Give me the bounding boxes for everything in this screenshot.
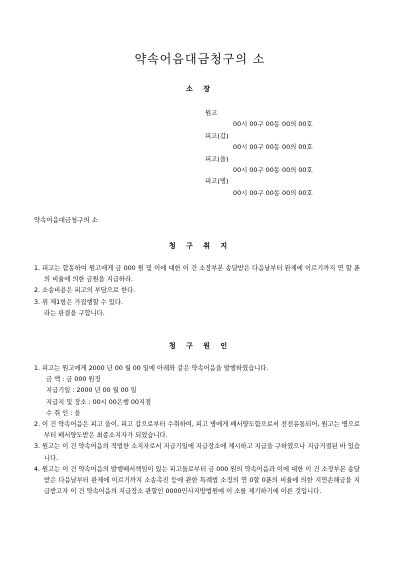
complaint-heading: 소 장 bbox=[186, 85, 214, 93]
claim-purpose-item: 3. 위 제1항은 가집행할 수 있다. bbox=[34, 298, 123, 306]
party-role: 피고(갑) bbox=[205, 131, 229, 140]
parties-list bbox=[205, 108, 313, 199]
claim-cause-item: 3. 원고는 이 건 약속어음의 적법한 소지자로서 지급기일에 지급장소에 제시하고 지급을 구하였으나 지급거절된 바 있습니다. bbox=[34, 443, 361, 462]
claim-cause-item: 4. 원고는 이 건 약속어음의 발행배서책임이 있는 피고들로부터 금 000 원의 약속어음과 이에 대한 이 건 소장부본 송달받은 다음날부터 완제에 이르기까지 소송촉진 등에 관한 특례법 소정의 연 0할 0푼의 비율에 의한 지연손해금을 지급받고자 이 건 약속어음의 지급장소 관할인 0000민사지방법원에 이 소를 제기하기에 이른 것입니다. bbox=[34, 465, 360, 496]
note-payee: 수 취 인 : 을 bbox=[46, 409, 81, 417]
note-due-date: 지급기일 : 2000 년 00 월 00 일 bbox=[46, 387, 137, 395]
claim-purpose-closing: 라는 판결을 구합니다. bbox=[44, 309, 105, 317]
note-amount: 금 액 : 금 000 원정 bbox=[46, 376, 101, 384]
case-name: 약속어음대금청구의 소 bbox=[34, 216, 98, 224]
party-address: 00시 00구 00동 00의 00호 bbox=[233, 188, 313, 197]
claim-purpose-item: 1. 피고는 합동하여 원고에게 금 000 원 및 이에 대한 이 건 소장부본 송달받은 다음날부터 완제에 이르기까지 연 할 푼의 비율에 의한 금원을 지급하라. bbox=[34, 265, 360, 284]
note-payment-place: 지급지 및 장소 : 00시 00은행 00지점 bbox=[46, 398, 152, 406]
claim-purpose-body bbox=[34, 263, 360, 319]
party-address: 00시 00구 00동 00의 00호 bbox=[233, 166, 313, 175]
claim-cause-item: 1. 피고는 원고에게 2000 년 00 월 00 일에 아래와 같은 약속어음을 발행하였습니다. bbox=[34, 365, 269, 372]
party-role: 원고 bbox=[205, 109, 218, 117]
party-address: 00시 00구 00동 00의 00호 bbox=[233, 143, 313, 152]
party-address: 00시 00구 00동 00의 00호 bbox=[233, 120, 313, 129]
claim-cause-heading: 청 구 원 인 bbox=[168, 342, 232, 350]
promissory-note-details bbox=[34, 374, 360, 419]
document-title: 약속어음대금청구의 소 bbox=[134, 52, 266, 66]
claim-purpose-heading: 청 구 취 지 bbox=[168, 242, 232, 250]
party-role: 피고(병) bbox=[205, 177, 229, 186]
claim-purpose-item: 2. 소송비용은 피고의 부담으로 한다. bbox=[34, 287, 136, 295]
party-role: 피고(을) bbox=[205, 154, 229, 163]
claim-cause-item: 2. 이 건 약속어음은 피고 을이, 피고 갑으로부터 수취하여, 피고 병에게 배서양도함으로서 전전유통되어, 원고는 병으로부터 배서양도받은 최종소지자가 되었습니다. bbox=[34, 421, 360, 440]
claim-cause-body bbox=[34, 363, 360, 497]
